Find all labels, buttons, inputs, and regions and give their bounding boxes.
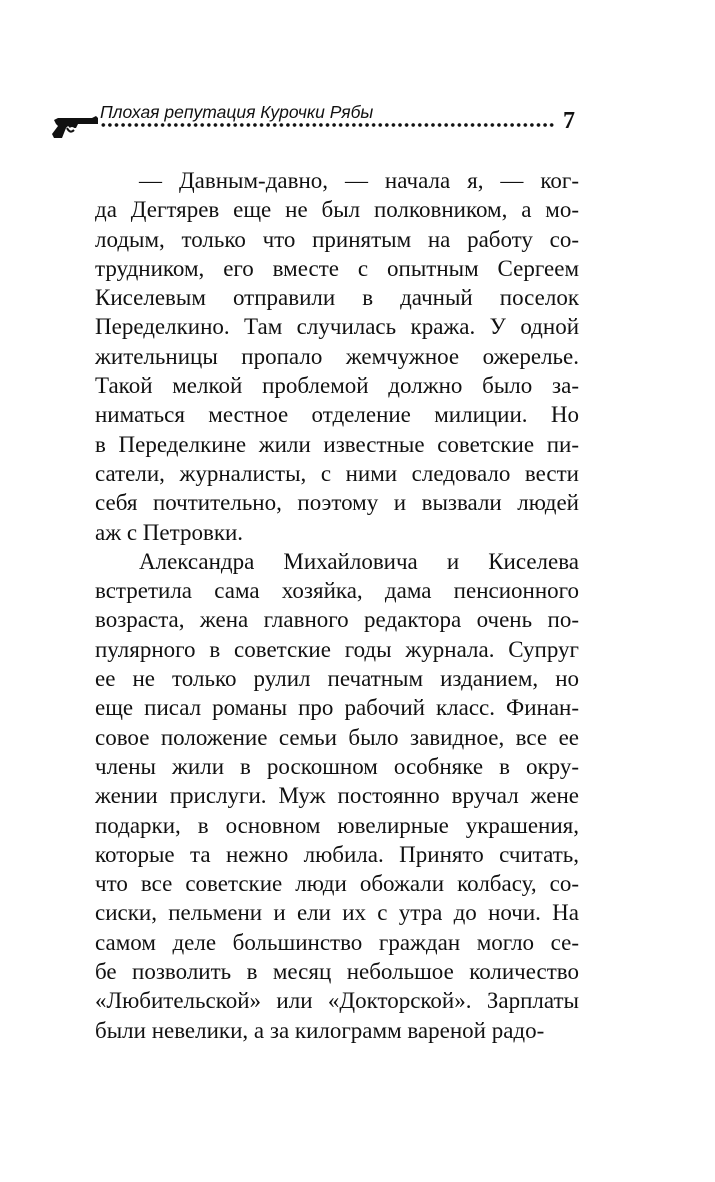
running-header — [52, 100, 582, 142]
text-line: подарки, в основном ювелирные украшения, — [95, 812, 579, 838]
text-line: жении прислуги. Муж постоянно вручал жене — [95, 783, 579, 809]
text-line: члены жили в роскошном особняке в окру- — [95, 753, 579, 779]
revolver-icon — [52, 116, 100, 140]
body-text — [95, 166, 579, 1045]
text-line: аж с Петровки. — [95, 519, 244, 545]
text-line: были невелики, а за килограмм вареной радо- — [95, 1017, 545, 1043]
dotted-leader — [100, 122, 556, 130]
text-line: встретила сама хозяйка, дама пенсионного — [95, 578, 579, 604]
text-line: самом деле большинство граждан могло се- — [95, 929, 579, 955]
text-line: Александра Михайловича и Киселева — [139, 548, 579, 574]
text-line: в Переделкине жили известные советские пи- — [95, 431, 579, 457]
text-line: ее не только рулил печатным изданием, но — [95, 666, 579, 692]
text-line: пулярного в советские годы журнала. Супруг — [95, 636, 579, 662]
text-line: Такой мелкой проблемой должно было за- — [95, 373, 579, 399]
text-line: которые та нежно любила. Принято считать, — [95, 841, 579, 867]
page-number: 7 — [563, 108, 575, 134]
text-line: «Любительской» или «Докторской». Зарплаты — [95, 988, 579, 1014]
text-line: сатели, журналисты, с ними следовало вести — [95, 460, 579, 486]
running-title: Плохая репутация Курочки Рябы — [100, 102, 374, 122]
text-line: жительницы пропало жемчужное ожерелье. — [95, 343, 579, 369]
text-line: бе позволить в месяц небольшое количество — [95, 959, 579, 985]
text-line: совое положение семьи было завидное, все ее — [95, 724, 579, 750]
text-line: ниматься местное отделение милиции. Но — [95, 402, 579, 428]
text-line: Киселевым отправили в дачный поселок — [95, 285, 579, 311]
text-line: сиски, пельмени и ели их с утра до ночи. На — [95, 900, 579, 926]
text-line: трудником, его вместе с опытным Сергеем — [95, 255, 579, 281]
text-line: еще писал романы про рабочий класс. Финан- — [95, 695, 579, 721]
text-line: — Давным-давно, — начала я, — ког- — [139, 168, 579, 193]
text-line: да Дегтярев еще не был полковником, а мо- — [95, 197, 579, 223]
text-line: себя почтительно, поэтому и вызвали людей — [95, 490, 579, 516]
text-line: возраста, жена главного редактора очень по- — [95, 607, 579, 633]
text-line: лодым, только что принятым на работу со- — [95, 226, 579, 252]
text-line: Переделкино. Там случилась кража. У одной — [95, 314, 579, 340]
text-line: что все советские люди обожали колбасу, со- — [95, 871, 579, 897]
